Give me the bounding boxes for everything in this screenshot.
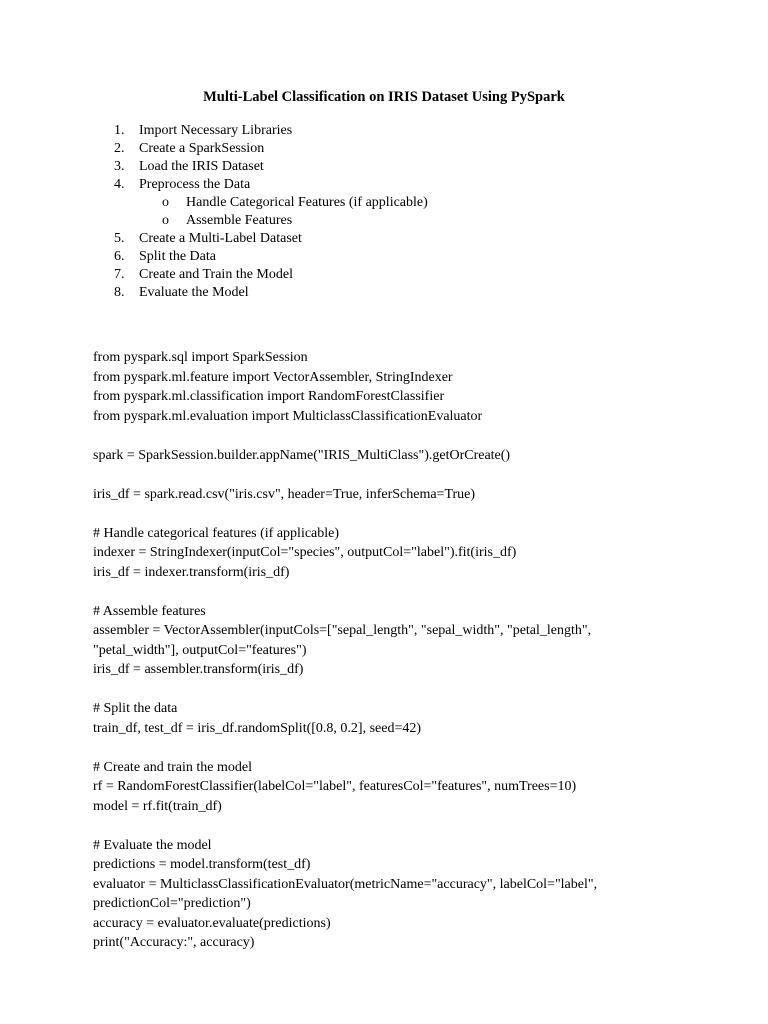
code-line: iris_df = assembler.transform(iris_df) [93,662,304,677]
document-title: Multi-Label Classification on IRIS Dataset Using PySpark [203,89,565,105]
sub-step-text: Handle Categorical Features (if applicable) [186,195,428,210]
code-line [93,426,733,446]
code-comment: # Create and train the model [93,759,252,775]
code-line: from pyspark.ml.evaluation import MulticlassClassificationEvaluator [93,408,483,424]
code-line: predictions = model.transform(test_df) [93,857,311,872]
code-line: indexer = StringIndexer(inputCol="species", outputCol="label").fit(iris_df) [93,545,517,560]
code-comment: # Evaluate the model [93,837,212,853]
code-line: predictionCol="prediction") [93,896,251,911]
code-line: from pyspark.sql import SparkSession [93,350,308,365]
code-line: evaluator = MulticlassClassificationEvaluator(metricName="accuracy", labelCol="label", [93,876,598,892]
code-line: iris_df = spark.read.csv("iris.csv", header=True, inferSchema=True) [93,486,476,502]
code-line [93,816,733,836]
step-text: Split the Data [139,249,216,264]
code-line: iris_df = indexer.transform(iris_df) [93,564,290,580]
sub-step-text: Assemble Features [186,213,293,228]
step-number: 3. [114,159,125,174]
code-line: model = rf.fit(train_df) [93,798,222,814]
step-text: Load the IRIS Dataset [139,159,264,174]
step-number: 1. [114,123,125,138]
step-number: 7. [114,267,125,282]
circle-bullet-icon: o [162,195,169,210]
step-text: Create and Train the Model [139,267,293,282]
code-line: rf = RandomForestClassifier(labelCol="label", featuresCol="features", numTrees=10) [93,779,577,794]
code-line: train_df, test_df = iris_df.randomSplit([0.8, 0.2], seed=42) [93,720,422,736]
step-text: Create a SparkSession [139,141,265,156]
code-line [93,504,733,524]
code-line: from pyspark.ml.classification import RandomForestClassifier [93,389,445,404]
code-line: accuracy = evaluator.evaluate(predictions) [93,915,331,931]
step-number: 4. [114,177,125,192]
code-comment: # Handle categorical features (if applicable) [93,525,340,541]
code-comment: # Split the data [93,701,178,716]
step-text: Preprocess the Data [139,177,251,192]
step-text: Evaluate the Model [139,285,249,300]
step-number: 6. [114,249,125,264]
code-block [93,348,733,953]
code-line [93,680,733,700]
code-line: print("Accuracy:", accuracy) [93,935,255,950]
code-line: spark = SparkSession.builder.appName("IRIS_MultiClass").getOrCreate() [93,447,511,463]
code-line [93,738,733,758]
step-text: Create a Multi-Label Dataset [139,231,302,246]
step-number: 5. [114,231,125,246]
step-number: 2. [114,141,125,156]
code-line: assembler = VectorAssembler(inputCols=["sepal_length", "sepal_width", "petal_length", [93,623,592,638]
code-line [93,582,733,602]
step-text: Import Necessary Libraries [139,123,293,138]
code-line: from pyspark.ml.feature import VectorAssembler, StringIndexer [93,369,453,385]
circle-bullet-icon: o [162,213,169,228]
step-number: 8. [114,285,125,300]
code-line: "petal_width"], outputCol="features") [93,642,307,658]
code-comment: # Assemble features [93,603,206,619]
code-line [93,465,733,485]
